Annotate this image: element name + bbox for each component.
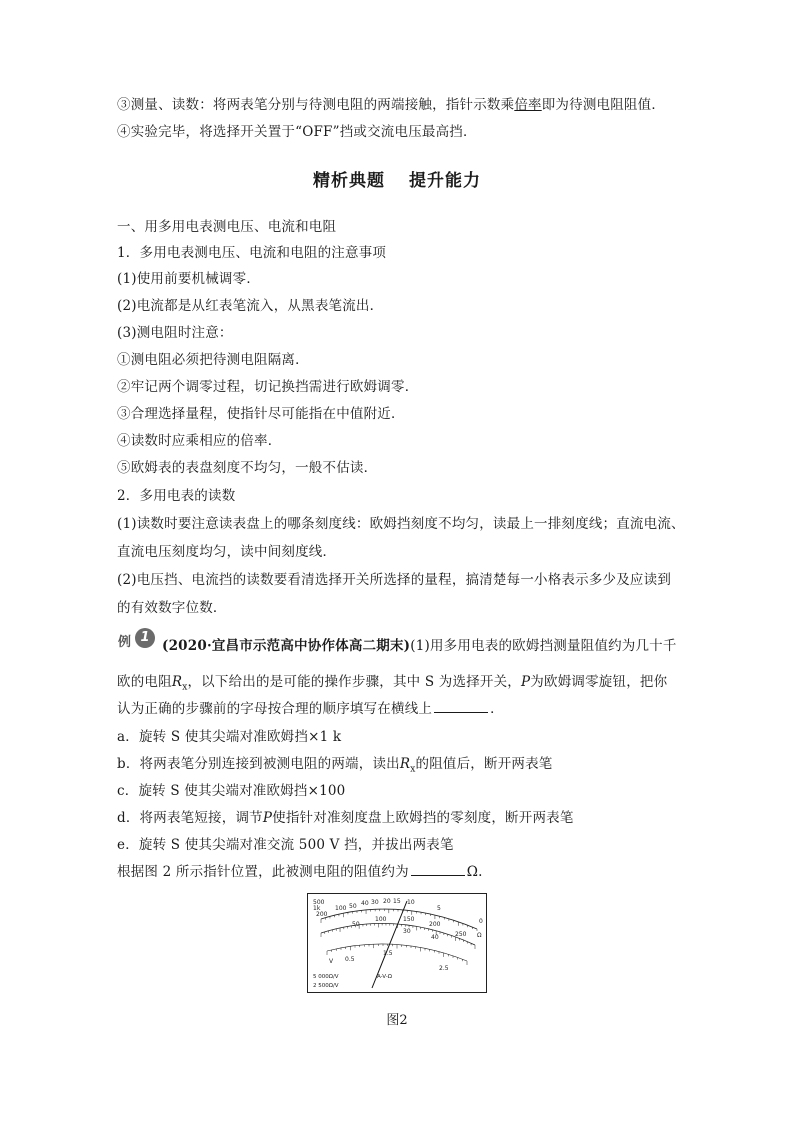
sensitivity-label: 2 500Ω/V	[313, 983, 339, 989]
list-item: (3)测电阻时注意：	[117, 325, 233, 341]
top-scale-label: 100	[335, 905, 347, 912]
low-scale-label: 0.5	[345, 956, 355, 963]
underlined-term: 倍率	[514, 97, 542, 113]
intro-step3: ③测量、读数：将两表笔分别与待测电阻的两端接触，指针示数乘倍率即为待测电阻阻值．	[117, 97, 666, 113]
heading-right: 提升能力	[409, 171, 481, 191]
top-scale-label: 5	[437, 905, 441, 912]
top-scale-label: 40	[361, 900, 369, 907]
top-scale-label: 50	[349, 903, 357, 910]
list-item: (2)电流都是从红表笔流入，从黑表笔流出．	[117, 298, 384, 314]
ohm-label: Ω	[477, 932, 482, 939]
option-a: a．旋转 S 使其尖端对准欧姆挡×1 k	[117, 729, 342, 745]
example-line-3: 认为正确的步骤前的字母按合理的顺序填写在横线上 ．	[117, 701, 504, 717]
list-item: (1)使用前要机械调零．	[117, 271, 261, 287]
top-scale-label: 200	[316, 911, 328, 918]
list-item: ③合理选择量程，使指针尽可能指在中值附近．	[117, 406, 405, 422]
example-line-2: 欧的电阻$R_x$，以下给出的是可能的操作步骤，其中 S 为选择开关，P为欧姆调零旋钮，把你	[117, 674, 668, 693]
paragraph-line: (2)电压挡、电流挡的读数要看清选择开关所选择的量程，搞清楚每一小格表示多少及应读到	[117, 572, 672, 588]
paragraph-line: (1)读数时要注意读表盘上的哪条刻度线：欧姆挡刻度不均匀，读最上一排刻度线；直流电流、	[117, 516, 685, 532]
mid-scale-label: 100	[375, 916, 387, 923]
list-item: ②牢记两个调零过程，切记换挡需进行欧姆调零．	[117, 379, 419, 395]
sensitivity-label: 5 000Ω/V	[313, 974, 339, 980]
answer-blank-1[interactable]	[434, 700, 488, 713]
paragraph-line: 的有效数字位数．	[117, 600, 227, 616]
option-d: d．将两表笔短接，调节P使指针对准刻度盘上欧姆挡的零刻度，断开两表笔	[117, 810, 574, 826]
top-scale-label: 15	[393, 898, 401, 905]
subsection-1-title: 1．多用电表测电压、电流和电阻的注意事项	[117, 245, 387, 261]
list-item: ④读数时应乘相应的倍率．	[117, 433, 282, 449]
list-item: ⑤欧姆表的表盘刻度不均匀，一般不估读．	[117, 460, 378, 476]
top-scale-label: 0	[479, 918, 483, 925]
range-label: 1k	[313, 905, 321, 912]
mid-scale-label: 50	[352, 921, 360, 928]
mid-scale-label: 200	[429, 921, 441, 928]
top-scale-label: 20	[383, 898, 391, 905]
multimeter-dial-figure	[307, 893, 487, 993]
paragraph-line: 直流电压刻度均匀，读中间刻度线．	[117, 544, 337, 560]
top-scale-label: 30	[371, 899, 379, 906]
top-scale-label: 10	[407, 899, 415, 906]
mid-scale-label2: 40	[431, 934, 439, 941]
intro-step4: ④实验完毕，将选择开关置于“OFF”挡或交流电压最高挡．	[117, 124, 477, 140]
list-item: ①测电阻必须把待测电阻隔离．	[117, 352, 309, 368]
heading-left: 精析典题	[313, 171, 385, 191]
mid-scale-label2: 30	[403, 928, 411, 935]
mid-scale-label: 250	[455, 931, 467, 938]
low-scale-label: 1.5	[383, 950, 393, 957]
example-source: (2020·宜昌市示范高中协作体高二期末)	[162, 638, 411, 654]
example-label: 例	[118, 635, 132, 650]
answer-blank-2[interactable]	[411, 863, 465, 876]
center-label: A-V-Ω	[377, 974, 392, 980]
option-b: b．将两表笔分别连接到被测电阻的两端，读出$R_x$的阻值后，断开两表笔	[117, 756, 553, 775]
example-number-badge: 1	[135, 628, 155, 648]
low-scale-label: 2.5	[439, 965, 449, 972]
subsection-2-title: 2．多用电表的读数	[117, 488, 236, 504]
mid-scale-label: 150	[403, 916, 415, 923]
section-title: 一、用多用电表测电压、电流和电阻	[117, 219, 337, 235]
volt-label: V	[329, 958, 334, 965]
final-question: 根据图 2 所示指针位置，此被测电阻的阻值约为 Ω.	[117, 864, 483, 880]
top-scale-label: 500	[313, 899, 325, 906]
example-line-1: (2020·宜昌市示范高中协作体高二期末)(1)用多用电表的欧姆挡测量阻值约为几十千	[162, 638, 677, 654]
figure-caption: 图2	[386, 1013, 408, 1028]
section-heading	[0, 166, 794, 191]
option-c: c．旋转 S 使其尖端对准欧姆挡×100	[117, 783, 346, 799]
option-e: e．旋转 S 使其尖端对准交流 500 V 挡，并拔出两表笔	[117, 837, 454, 853]
